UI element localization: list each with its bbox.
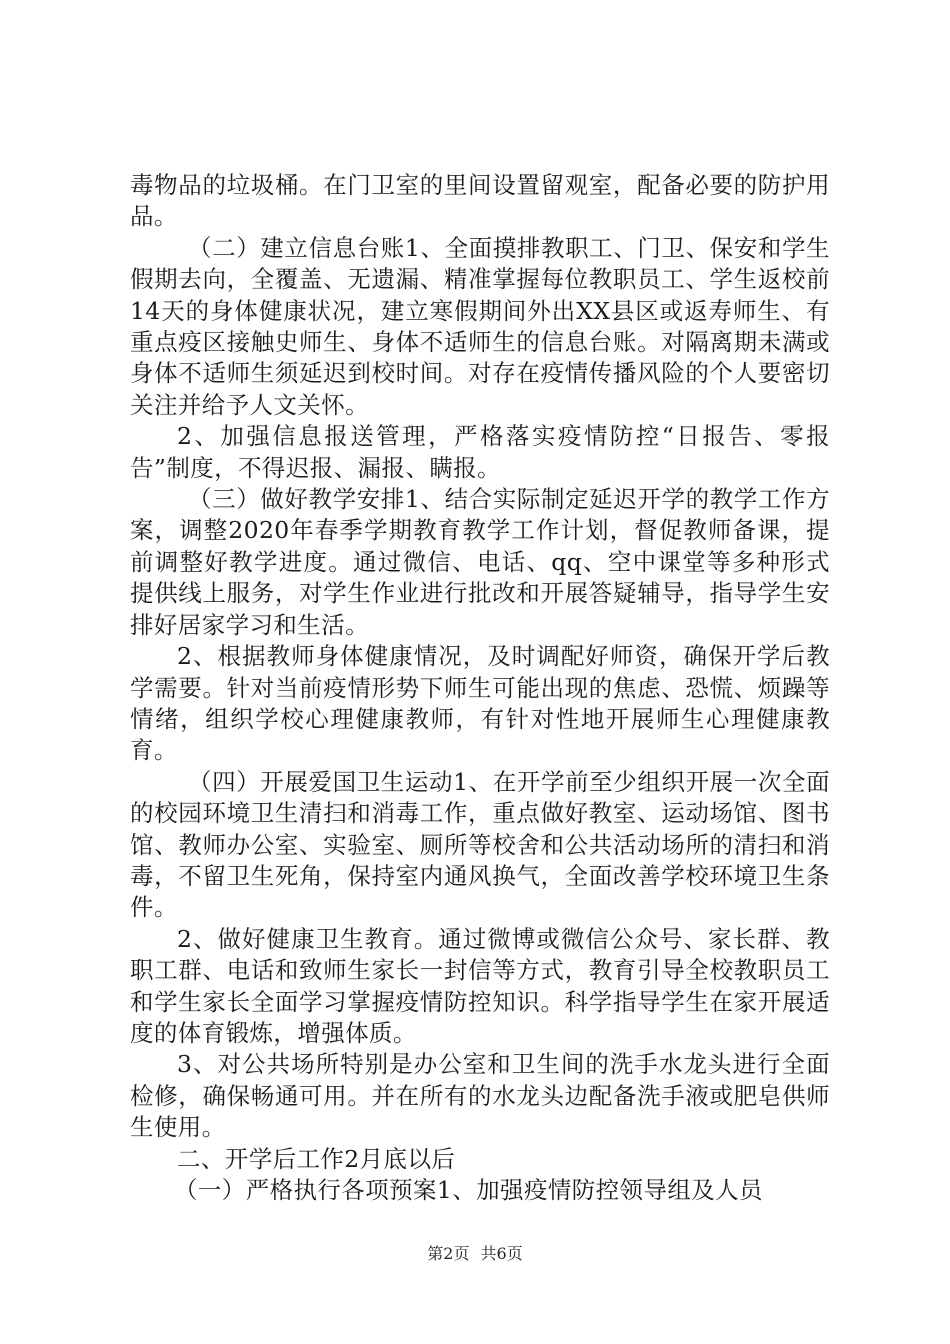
page-footer bbox=[0, 1244, 950, 1264]
paragraph-teacher-allocation: 2、根据教师身体健康情况，及时调配好师资，确保开学后教学需要。针对当前疫情形势下师生可能出现的焦虑、恐慌、烦躁等情绪，组织学校心理健康教师，有针对性地开展师生心理健康教育。 bbox=[130, 642, 830, 765]
paragraph-info-reporting: 2、加强信息报送管理，严格落实疫情防控“日报告、零报告”制度，不得迟报、漏报、瞒报。 bbox=[130, 422, 830, 482]
paragraph-info-ledger: （二）建立信息台账1、全面摸排教职工、门卫、保安和学生假期去向，全覆盖、无遗漏、精准掌握每位教职员工、学生返校前14天的身体健康状况，建立寒假期间外出XX县区或返寿师生、有重点疫区接触史师生、身体不适师生的信息台账。对隔离期未满或身体不适师生须延迟到校时间。对存在疫情传播风险的个人要密切关注并给予人文关怀。 bbox=[130, 233, 830, 419]
paragraph-execute-plans: （一）严格执行各项预案1、加强疫情防控领导组及人员 bbox=[174, 1176, 763, 1204]
paragraph-health-education: 2、做好健康卫生教育。通过微博或微信公众号、家长群、教职工群、电话和致师生家长一封信等方式，教育引导全校教职员工和学生家长全面学习掌握疫情防控知识。科学指导学生在家开展适度的体育锻炼，增强体质。 bbox=[130, 924, 830, 1047]
page-number: 第2页 bbox=[427, 1244, 470, 1263]
paragraph-hygiene-campaign: （四）开展爱国卫生运动1、在开学前至少组织开展一次全面的校园环境卫生清扫和消毒工作，重点做好教室、运动场馆、图书馆、教师办公室、实验室、厕所等校舍和公共活动场所的清扫和消毒，不留卫生死角，保持室内通风换气，全面改善学校环境卫生条件。 bbox=[130, 767, 830, 922]
paragraph-protective-supplies: 毒物品的垃圾桶。在门卫室的里间设置留观室，配备必要的防护用品。 bbox=[130, 171, 830, 231]
page-total: 共6页 bbox=[480, 1244, 523, 1263]
document-body bbox=[130, 170, 830, 1206]
paragraph-faucet-maintenance: 3、对公共场所特别是办公室和卫生间的洗手水龙头进行全面检修，确保畅通可用。并在所有的水龙头边配备洗手液或肥皂供师生使用。 bbox=[130, 1050, 830, 1142]
paragraph-teaching-arrangement: （三）做好教学安排1、结合实际制定延迟开学的教学工作方案，调整2020年春季学期教育教学工作计划，督促教师备课，提前调整好教学进度。通过微信、电话、qq、空中课堂等多种形式提供线上服务，对学生作业进行批改和开展答疑辅导，指导学生安排好居家学习和生活。 bbox=[130, 485, 830, 639]
section-heading-after-school-start: 二、开学后工作2月底以后 bbox=[177, 1144, 456, 1173]
